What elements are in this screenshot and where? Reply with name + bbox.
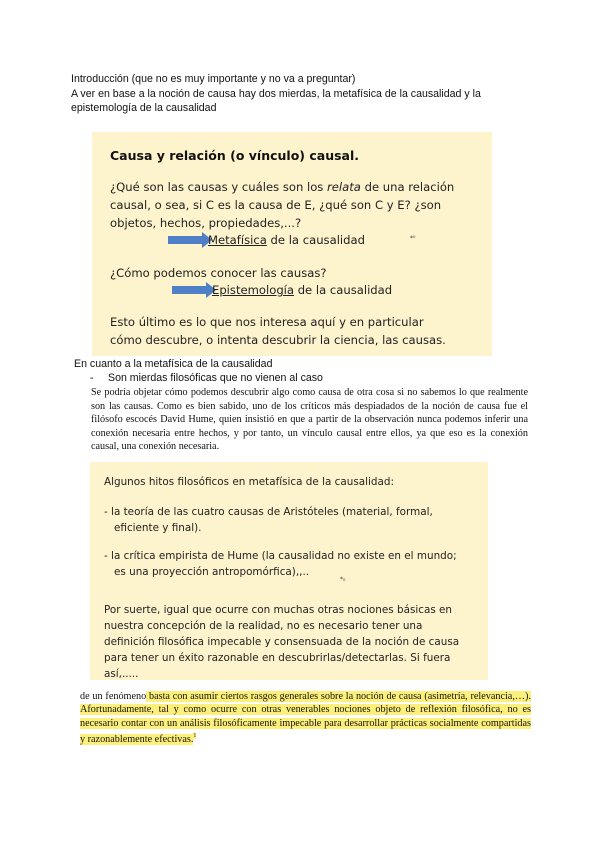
right-arrow-icon [168, 232, 212, 248]
highlighted-paragraph [80, 690, 531, 746]
section-heading: En cuanto a la metafísica de la causalidad [74, 358, 273, 370]
slide-paragraph-line: definición filosófica impecable y consensuada de la noción de causa [104, 636, 460, 648]
slide-mark: *⁰ [410, 235, 416, 242]
slide-causa-relacion [92, 132, 492, 356]
highlighted-text: basta con asumir ciertos rasgos generales sobre la noción de causa (asimetría, relevancia,…). Afortunadamente, tal y como ocurre con otras venerables nociones objeto de reflexión filosófica, no es necesario contar con un análisis filosóficamente impecable para desarrollar prácticas socialmente compartidas y razonablemente efectivas. [80, 691, 531, 745]
footnote-marker[interactable]: 1 [193, 733, 197, 740]
slide-conclusion-line: Esto último es lo que nos interesa aquí y en particular [110, 315, 424, 329]
slide-bullet-line: - la teoría de las cuatro causas de Aristóteles (material, formal, [104, 506, 433, 518]
slide-paragraph-line: Por suerte, igual que ocurre con muchas otras nociones básicas en [104, 604, 453, 616]
intro-text: A ver en base a la noción de causa hay dos mierdas, la metafísica de la causalidad y la epistemología de la causalidad [71, 88, 481, 114]
bullet-item: - Son mierdas filosóficas que no vienen al caso [90, 372, 323, 384]
slide-mark: *₀ [340, 576, 346, 583]
slide-question-line: ¿Qué son las causas y cuáles son los relata de una relación [110, 180, 455, 194]
metafisica-label: Metafísica de la causalidad [208, 233, 365, 247]
intro-heading: Introducción (que no es muy importante y no va a preguntar) [71, 73, 356, 85]
slide-question-line: causal, o sea, si C es la causa de E, ¿qué son C y E? ¿son [110, 198, 442, 212]
slide-conclusion-line: cómo descubre, o intenta descubrir la ciencia, las causas. [110, 333, 446, 347]
paragraph-lead: de un fenómeno [80, 691, 147, 702]
slide-paragraph-line: así,..... [104, 668, 139, 680]
epistemologia-label: Epistemología de la causalidad [212, 283, 393, 297]
slide-paragraph-line: para tener un éxito razonable en descubrirlas/detectarlas. Si fuera [104, 652, 451, 664]
right-arrow-icon [172, 282, 216, 298]
slide-hitos-filosoficos [90, 462, 488, 680]
slide-title: Algunos hitos filosóficos en metafísica de la causalidad: [104, 476, 394, 488]
slide-bullet-line: - la crítica empirista de Hume (la causalidad no existe en el mundo; [104, 550, 457, 562]
hume-paragraph: Se podría objetar cómo podemos descubrir algo como causa de otra cosa si no sabemos lo que realmente son las causas. Como es bien sabido, uno de los críticos más despiadados de la noción de causa fue el filósofo escocés David Hume, quien insistió en que a partir de la observación nunca podemos inferir una conexión necesaria entre hechos, y por tanto, un vínculo causal entre ellos, ya que eso es la conexión causal, una conexión necesaria. [91, 387, 528, 453]
slide-bullet-line: es una proyección antropomórfica),,.. [114, 566, 310, 578]
slide-question-line: objetos, hechos, propiedades,...? [110, 216, 302, 230]
slide-question-line: ¿Cómo podemos conocer las causas? [110, 266, 327, 280]
slide-title: Causa y relación (o vínculo) causal. [110, 148, 360, 163]
slide-paragraph-line: nuestra concepción de la realidad, no es necesario tener una [104, 620, 423, 632]
slide-bullet-line: eficiente y final). [114, 522, 202, 534]
